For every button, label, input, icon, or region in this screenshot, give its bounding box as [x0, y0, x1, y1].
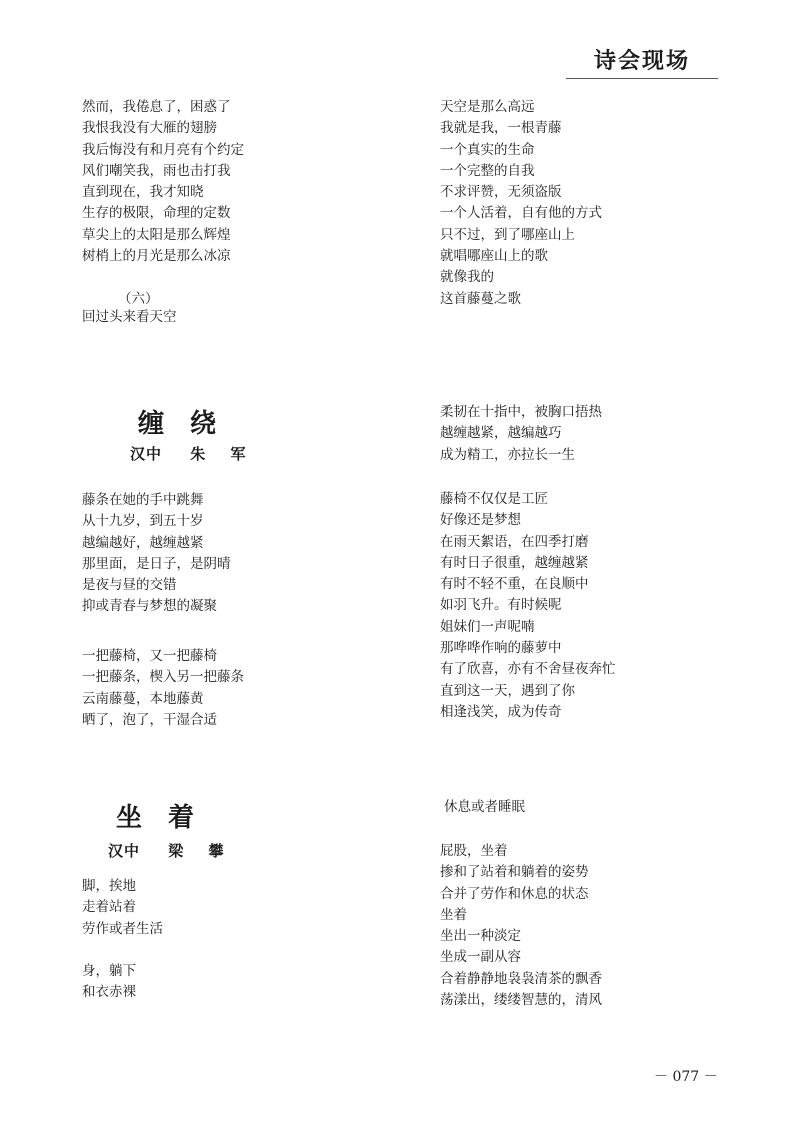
poem-line: 合并了劳作和休息的状态 [440, 885, 589, 902]
poem2-left-stanza-1 [82, 876, 163, 940]
poem-line: 直到这一天，遇到了你 [440, 682, 575, 699]
poem-line: 越编越好，越缠越紧 [82, 534, 204, 551]
section-header-title: 诗会现场 [594, 49, 691, 74]
poem-line: 身，躺下 [82, 963, 136, 979]
poem-line: 直到现在，我才知晓 [82, 184, 204, 201]
poem-line: 云南藤蔓，本地藤黄 [82, 690, 204, 707]
poem-line: 从十九岁，到五十岁 [82, 513, 204, 530]
author-name-char: 梁 [168, 842, 185, 860]
poem-line: 成为精工，亦拉长一生 [440, 446, 575, 463]
poem-line: 脚，挨地 [82, 878, 136, 894]
poem-line: 回过头来看天空 [82, 309, 177, 325]
poem-line: 只不过，到了哪座山上 [440, 226, 575, 243]
poem1-left-stanza-2 [82, 646, 244, 731]
poem-line: 是夜与昼的交错 [82, 577, 177, 594]
prev-poem-left-stanza [82, 97, 244, 267]
poem-line: 生存的极限，命理的定数 [82, 205, 231, 222]
author-place: 汉中 [108, 842, 141, 860]
poem-line: 坐成一副从容 [440, 949, 521, 966]
prev-poem-right-stanza [440, 97, 602, 310]
poem-line: 我恨我没有大雁的翅膀 [82, 120, 217, 137]
poem-line: 姐妹们一声呢喃 [440, 618, 535, 635]
poem-line: 在雨天絮语，在四季打磨 [440, 533, 589, 550]
poem-line: 就唱哪座山上的歌 [440, 248, 548, 265]
poem-title: 缠绕 [138, 409, 243, 439]
prev-poem-after-mark [82, 307, 177, 328]
poem-line: 天空是那么高远 [440, 99, 535, 115]
poem-line: 坐出一种淡定 [440, 928, 521, 945]
poem-line: 屁股，坐着 [440, 843, 508, 859]
poem-title: 坐着 [116, 803, 221, 833]
poem-line: 合着静静地袅袅清茶的飘香 [440, 970, 602, 987]
poem-line: 有了欣喜，亦有不舍昼夜奔忙 [440, 661, 616, 678]
poem-line: 那里面，是日子，是阴晴 [82, 555, 231, 572]
poem-line: 我就是我，一根青藤 [440, 120, 562, 137]
poem1-left-stanza-1 [82, 490, 231, 618]
poem2-right-stanza-2 [440, 841, 602, 1011]
poem-line: 草尖上的太阳是那么辉煌 [82, 226, 231, 243]
poem-line: 越缠越紧，越编越巧 [440, 425, 562, 442]
poem-line: 有时不轻不重，在良顺中 [440, 576, 589, 593]
poem-line: 藤条在她的手中跳舞 [82, 492, 204, 508]
author-name-char: 军 [230, 445, 247, 463]
poem2-right-stanza-1 [444, 797, 525, 818]
page-number: － 077 － [654, 1069, 718, 1085]
poem1-right-stanza-2 [440, 489, 616, 723]
poem-line: 藤椅不仅仅是工匠 [440, 491, 548, 507]
poem-line: 相逢浅笑，成为传奇 [440, 703, 562, 720]
poem-line: 这首藤蔓之歌 [440, 290, 521, 307]
poem-line: 一把藤椅，又一把藤椅 [82, 648, 217, 664]
poem-line: 荡漾出，缕缕智慧的，清风 [440, 992, 602, 1009]
header-rule [566, 78, 718, 79]
poem-line: 走着站着 [82, 899, 136, 916]
poem1-right-stanza-1 [440, 402, 602, 466]
poem-author [108, 840, 225, 861]
poem-line: 一个人活着，自有他的方式 [440, 205, 602, 222]
poem-line: 抑或青春与梦想的凝聚 [82, 598, 217, 615]
poem-line: 劳作或者生活 [82, 920, 163, 937]
poem-line: 晒了，泡了，干湿合适 [82, 711, 217, 728]
poem-line: 柔韧在十指中，被胸口捂热 [440, 404, 602, 420]
poem-line: 好像还是梦想 [440, 512, 521, 529]
poem-line: 如羽飞升。有时候呢 [440, 597, 562, 614]
poem-line: 一把藤条，楔入另一把藤条 [82, 669, 244, 686]
poem-line: 风们嘲笑我，雨也击打我 [82, 162, 231, 179]
poem-line: 那哗哗作响的藤萝中 [440, 640, 562, 657]
author-place: 汉中 [130, 445, 163, 463]
poem-line: 然而，我倦息了，困惑了 [82, 99, 231, 115]
poem-line: 休息或者睡眠 [444, 799, 525, 815]
poem-line: 一个完整的自我 [440, 162, 535, 179]
poem-line: 掺和了站着和躺着的姿势 [440, 864, 589, 881]
section-mark: （六） [118, 291, 159, 307]
poem-line: 不求评赞，无须盗版 [440, 184, 562, 201]
poem-line: 坐着 [440, 906, 467, 923]
poem-line: 我后悔没有和月亮有个约定 [82, 141, 244, 158]
poem2-left-stanza-2 [82, 961, 136, 1004]
poem-line: 树梢上的月光是那么冰凉 [82, 248, 231, 265]
poem-line: 就像我的 [440, 269, 494, 286]
author-name-char: 攀 [208, 842, 225, 860]
poem-line: 和衣赤裸 [82, 984, 136, 1001]
poem-author [130, 443, 247, 464]
poem-line: 一个真实的生命 [440, 141, 535, 158]
author-name-char: 朱 [190, 445, 207, 463]
poem-line: 有时日子很重，越缠越紧 [440, 554, 589, 571]
